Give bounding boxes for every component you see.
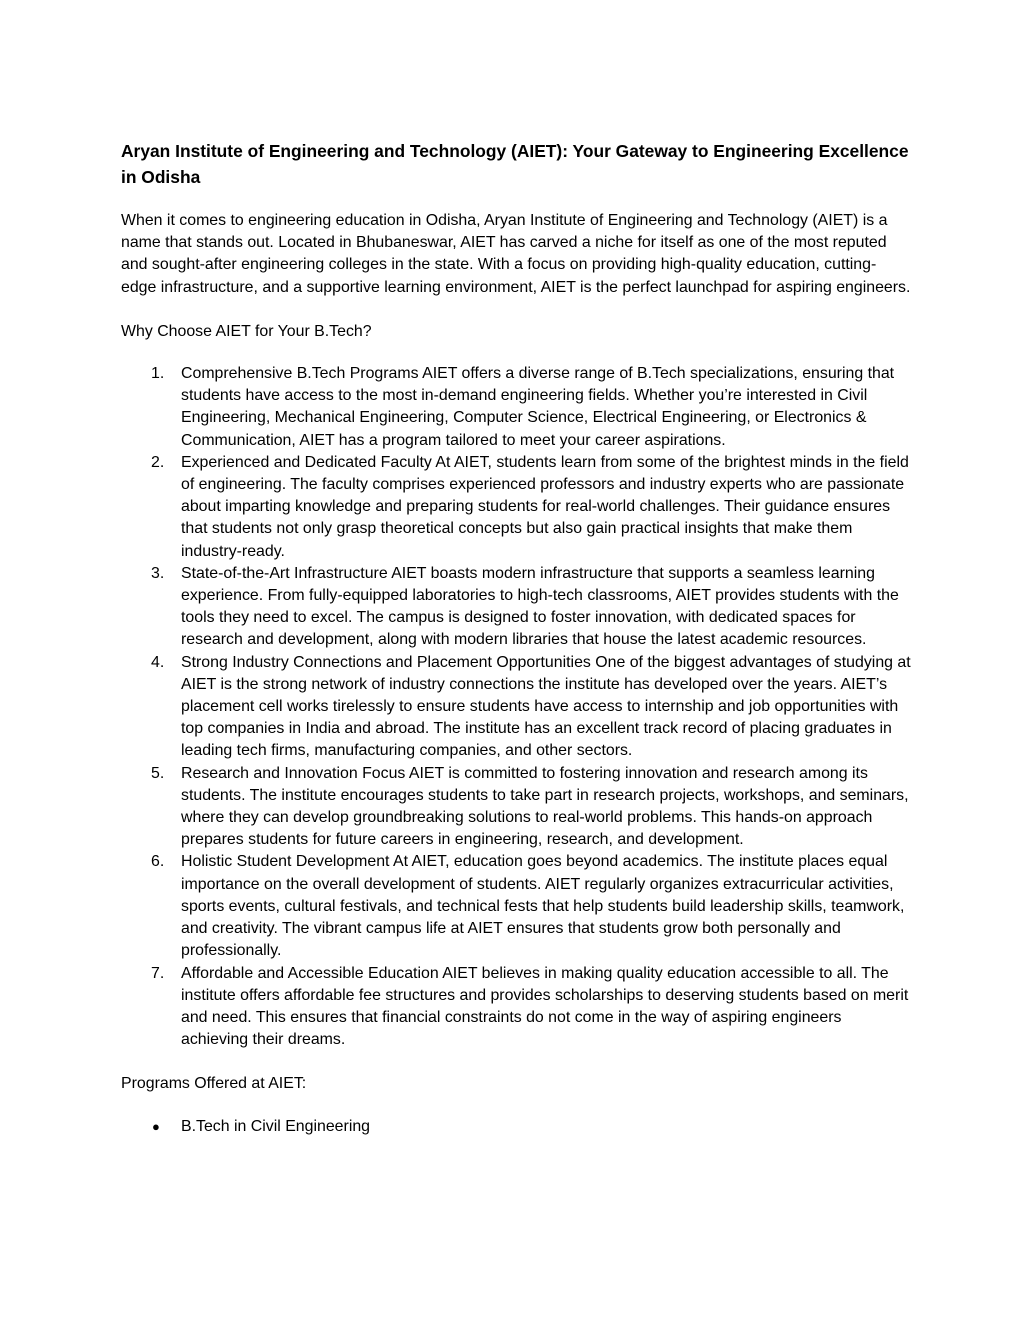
- programs-list: [121, 1116, 911, 1138]
- document-title: Aryan Institute of Engineering and Technology (AIET): Your Gateway to Engineering Excellence in Odisha: [121, 141, 909, 187]
- reason-item: [121, 363, 911, 452]
- programs-heading: Programs Offered at AIET:: [121, 1075, 307, 1093]
- reasons-list: [121, 363, 911, 1051]
- reason-text: Comprehensive B.Tech Programs AIET offers a diverse range of B.Tech specializations, ensuring that students have access to the most in-demand engineering fields. Whether you’re interested in Civil Engineering, Mechanical Engineering, Computer Science, Electrical Engineering, or Electronics & Communication, AIET has a program tailored to meet your career aspirations.: [181, 365, 895, 449]
- why-choose-heading: Why Choose AIET for Your B.Tech?: [121, 322, 372, 340]
- list-number: 7.: [151, 964, 165, 982]
- reason-item: [121, 963, 911, 1052]
- program-text: B.Tech in Civil Engineering: [181, 1117, 371, 1135]
- list-number: 4.: [151, 653, 165, 671]
- reason-text: Experienced and Dedicated Faculty At AIET, students learn from some of the brightest minds in the field of engineering. The faculty comprises experienced professors and industry experts who are passionate about imparting knowledge and preparing students for real-world challenges. Their guidance ensures that students not only grasp theoretical concepts but also gain practical insights that make them industry-ready.: [181, 453, 909, 560]
- list-number: 1.: [151, 365, 165, 383]
- reason-text: State-of-the-Art Infrastructure AIET boasts modern infrastructure that supports a seamless learning experience. From fully-equipped laboratories to high-tech classrooms, AIET provides students with the tools they need to excel. The campus is designed to foster innovation, with dedicated spaces for research and development, along with modern libraries that house the latest academic resources.: [181, 564, 899, 649]
- document-page: [121, 138, 911, 1138]
- list-number: 2.: [151, 453, 165, 471]
- list-number: 5.: [151, 764, 165, 782]
- intro-paragraph: When it comes to engineering education in Odisha, Aryan Institute of Engineering and Technology (AIET) is a name that stands out. Located in Bhubaneswar, AIET has carved a niche for itself as one of the most reputed and sought-after engineering colleges in the state. With a focus on providing high-quality education, cutting-edge infrastructure, and a supportive learning environment, AIET is the perfect launchpad for aspiring engineers.: [121, 212, 911, 296]
- reason-text: Strong Industry Connections and Placement Opportunities One of the biggest advantages of studying at AIET is the strong network of industry connections the institute has developed over the years. AIET’s placement cell works tirelessly to ensure students have access to internship and job opportunities with top companies in India and abroad. The institute has an excellent track record of placing graduates in leading tech firms, manufacturing companies, and other sectors.: [181, 653, 911, 760]
- bullet-icon: ●: [152, 1118, 160, 1134]
- reason-item: [121, 452, 911, 563]
- reason-item: [121, 851, 911, 962]
- reason-item: [121, 652, 911, 763]
- list-number: 6.: [151, 853, 165, 871]
- reason-text: Affordable and Accessible Education AIET believes in making quality education accessible to all. The institute offers affordable fee structures and provides scholarships to deserving students based on merit and need. This ensures that financial constraints do not come in the way of aspiring engineers achieving their dreams.: [181, 964, 909, 1049]
- reason-item: [121, 563, 911, 652]
- reason-text: Research and Innovation Focus AIET is committed to fostering innovation and research among its students. The institute encourages students to take part in research projects, workshops, and seminars, where they can develop groundbreaking solutions to real-world problems. This hands-on approach prepares students for future careers in engineering, research, and development.: [181, 764, 909, 849]
- list-number: 3.: [151, 564, 165, 582]
- program-item: [121, 1116, 911, 1138]
- reason-text: Holistic Student Development At AIET, education goes beyond academics. The institute places equal importance on the overall development of students. AIET regularly organizes extracurricular activities, sports events, cultural festivals, and technical fests that help students build leadership skills, teamwork, and creativity. The vibrant campus life at AIET ensures that students grow both personally and professionally.: [181, 853, 905, 960]
- reason-item: [121, 763, 911, 852]
